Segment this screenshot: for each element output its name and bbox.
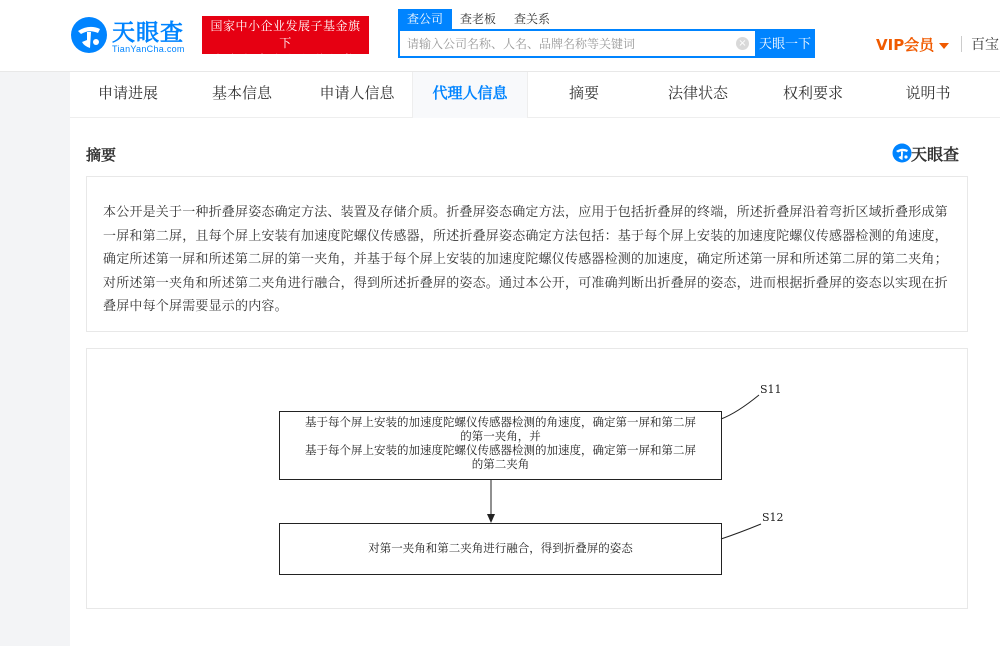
logo-domain: TianYanCha.com <box>112 44 185 54</box>
tianyancha-logo-icon <box>70 16 108 54</box>
step1-label: S11 <box>760 383 782 396</box>
step2-label: S12 <box>762 511 784 524</box>
search-button[interactable]: 天眼一下 <box>755 29 815 58</box>
step2-leader-line <box>721 524 761 539</box>
patent-detail-panel <box>70 72 1000 646</box>
search-bar <box>398 29 811 58</box>
step1-line-1: 基于每个屏上安装的加速度陀螺仪传感器检测的角速度，确定第一屏和第二屏 <box>305 415 696 429</box>
tab-agent-info[interactable]: 代理人信息 <box>412 72 528 118</box>
baibao-link[interactable]: 百宝 <box>971 37 999 53</box>
top-header <box>0 0 1000 72</box>
abstract-drawing <box>86 348 968 609</box>
logo-text: 天眼查 <box>112 20 184 46</box>
search-tab-boss[interactable]: 查老板 <box>460 12 497 26</box>
tab-basic-info[interactable]: 基本信息 <box>211 84 272 102</box>
step1-line-4: 的第二夹角 <box>471 457 530 471</box>
badge-line-1: 国家中小企业发展子基金旗下 <box>210 19 361 50</box>
abstract-text: 本公开是关于一种折叠屏姿态确定方法、装置及存储介质。折叠屏姿态确定方法，应用于包括折叠屏的终端，所述折叠屏沿着弯折区域折叠形成第一屏和第二屏，且每个屏上安装有加速度陀螺仪传感器，所述折叠屏姿态确定方法包括：基于每个屏上安装的加速度陀螺仪传感器检测的角速度，确定所述第一屏和所述第二屏的第一夹角，并基于每个屏上安装的加速度陀螺仪传感器检测的加速度，确定所述第一屏和所述第二屏的第二夹角；对所述第一夹角和所述第二夹角进行融合，得到所述折叠屏的姿态。通过本公开，可准确判断出折叠屏的姿态，进而根据折叠屏的姿态以实现在折叠屏中每个屏需要显示的内容。 <box>103 205 948 314</box>
flowchart-arrow-head <box>487 514 495 523</box>
tianyancha-icon <box>892 143 912 163</box>
tab-legal-status[interactable]: 法律状态 <box>667 84 728 102</box>
abstract-box <box>86 176 968 332</box>
clear-icon[interactable]: × <box>736 37 749 50</box>
search-tab-company[interactable]: 查公司 <box>398 9 452 29</box>
tianyancha-logo[interactable] <box>70 14 195 58</box>
flowchart-step2-text: 对第一夹角和第二夹角进行融合，得到折叠屏的姿态 <box>368 541 633 555</box>
step1-line-3: 基于每个屏上安装的加速度陀螺仪传感器检测的加速度，确定第一屏和第二屏 <box>305 443 696 457</box>
tab-claims[interactable]: 权利要求 <box>782 84 843 102</box>
tab-applicant-info[interactable]: 申请人信息 <box>319 84 395 102</box>
tab-application-progress[interactable]: 申请进展 <box>97 84 158 102</box>
header-divider <box>961 36 962 52</box>
search-tab-relation[interactable]: 查关系 <box>514 12 551 26</box>
badge-line-2: 官方备案企业征信机构 <box>212 53 359 67</box>
flowchart-step1-text <box>279 415 722 471</box>
caret-down-icon <box>939 43 949 49</box>
step1-line-2: 的第一夹角，并 <box>460 429 541 443</box>
brand-text: 天眼查 <box>911 145 960 164</box>
vip-member-menu[interactable] <box>876 34 949 55</box>
flowchart-graphic <box>87 349 969 610</box>
tab-description[interactable]: 说明书 <box>905 84 951 102</box>
vip-label: VIP会员 <box>876 36 935 54</box>
tab-abstract[interactable]: 摘要 <box>568 84 599 102</box>
section-title: 摘要 <box>86 146 117 164</box>
step1-leader-line <box>721 395 759 419</box>
detail-tabs <box>70 72 1000 118</box>
search-input[interactable] <box>400 31 755 56</box>
official-badge <box>202 16 369 67</box>
